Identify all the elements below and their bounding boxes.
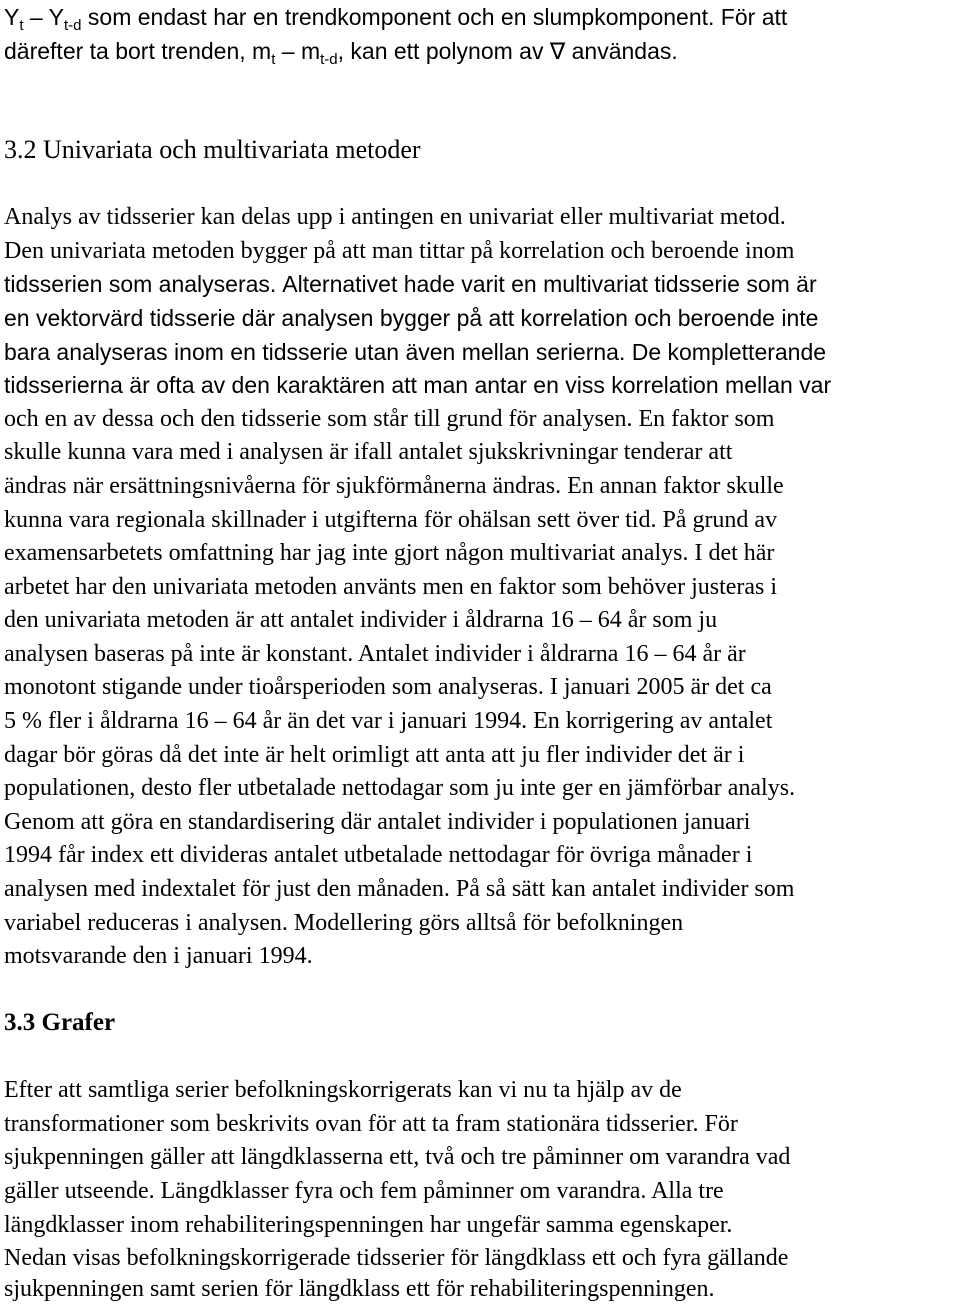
paragraph-line: bara analyseras inom en tidsserie utan även mellan serierna. De kompletterande xyxy=(4,339,827,365)
paragraph-line: dagar bör göras då det inte är helt orimligt att anta att ju fler individer det är i xyxy=(4,742,745,768)
paragraph-line: kunna vara regionala skillnader i utgifterna för ohälsan sett över tid. På grund av xyxy=(4,507,778,533)
dash: – xyxy=(23,4,49,30)
paragraph-line: sjukpenningen samt serien för längdklass ett för rehabiliteringspenningen. xyxy=(4,1276,715,1302)
paragraph-line: transformationer som beskrivits ovan för att ta fram stationära tidsserier. För xyxy=(4,1111,738,1137)
paragraph-line: tidsserierna är ofta av den karaktären att man antar en viss korrelation mellan var xyxy=(4,372,832,398)
paragraph-line: populationen, desto fler utbetalade nettodagar som ju inte ger en jämförbar analys. xyxy=(4,775,796,801)
paragraph-line: en vektorvärd tidsserie där analysen bygger på att korrelation och beroende inte xyxy=(4,305,819,331)
intro-text: – m xyxy=(275,38,321,64)
paragraph-line: Analys av tidsserier kan delas upp i antingen en univariat eller multivariat metod. xyxy=(4,204,786,230)
paragraph-line: analysen baseras på inte är konstant. Antalet individer i åldrarna 16 – 64 år är xyxy=(4,641,746,667)
paragraph-line: 5 % fler i åldrarna 16 – 64 år än det var i januari 1994. En korrigering av antalet xyxy=(4,708,773,734)
var-y: Y xyxy=(48,4,65,30)
paragraph-line: längdklasser inom rehabiliteringspenningen har ungefär samma egenskaper. xyxy=(4,1212,733,1238)
paragraph-line: monotont stigande under tioårsperioden som analyseras. I januari 2005 är det ca xyxy=(4,674,772,700)
paragraph-line: 1994 får index ett divideras antalet utbetalade nettodagar för övriga månader i xyxy=(4,842,753,868)
section-heading-3-3: 3.3 Grafer xyxy=(4,1009,116,1036)
subscript-t: t xyxy=(19,17,24,34)
intro-text: , kan ett polynom av ∇ användas. xyxy=(337,38,678,64)
paragraph-line: variabel reduceras i analysen. Modellering görs alltså för befolkningen xyxy=(4,910,684,936)
intro-text: därefter ta bort trenden, m xyxy=(4,38,272,64)
intro-line-1 xyxy=(4,0,787,34)
paragraph-line: den univariata metoden är att antalet individer i åldrarna 16 – 64 år som ju xyxy=(4,607,718,633)
intro-line-2 xyxy=(4,34,678,68)
paragraph-line: Den univariata metoden bygger på att man tittar på korrelation och beroende inom xyxy=(4,238,795,264)
subscript-t: t xyxy=(271,51,276,68)
paragraph-line: Efter att samtliga serier befolkningskorrigerats kan vi nu ta hjälp av de xyxy=(4,1077,682,1103)
paragraph-line: gäller utseende. Längdklasser fyra och fem påminner om varandra. Alla tre xyxy=(4,1178,724,1204)
paragraph-line: examensarbetets omfattning har jag inte gjort någon multivariat analys. I det här xyxy=(4,540,775,566)
paragraph-text: Alternativet hade varit en multivariat tidsserie som är xyxy=(282,271,817,297)
subscript-t-d: t-d xyxy=(320,51,338,68)
paragraph-line: ändras när ersättningsnivåerna för sjukförmånerna ändras. En annan faktor skulle xyxy=(4,473,784,499)
paragraph-line: analysen med indextalet för just den månaden. På så sätt kan antalet individer som xyxy=(4,876,795,902)
section-heading-3-2: 3.2 Univariata och multivariata metoder xyxy=(4,135,421,164)
paragraph-line: arbetet har den univariata metoden använts men en faktor som behöver justeras i xyxy=(4,574,778,600)
paragraph-line: skulle kunna vara med i analysen är ifall antalet sjukskrivningar tenderar att xyxy=(4,439,733,465)
subscript-t-d: t-d xyxy=(64,17,82,34)
paragraph-text: tidsserien som analyseras. xyxy=(4,271,277,297)
paragraph-line: och en av dessa och den tidsserie som står till grund för analysen. En faktor som xyxy=(4,406,775,432)
var-y: Y xyxy=(4,4,20,30)
intro-text: som endast har en trendkomponent och en slumpkomponent. För att xyxy=(81,4,788,30)
paragraph-line: motsvarande den i januari 1994. xyxy=(4,943,313,969)
paragraph-line xyxy=(4,267,817,302)
paragraph-line: Nedan visas befolkningskorrigerade tidsserier för längdklass ett och fyra gällande xyxy=(4,1245,789,1271)
paragraph-line: Genom att göra en standardisering där antalet individer i populationen januari xyxy=(4,809,751,835)
paragraph-line: sjukpenningen gäller att längdklasserna ett, två och tre påminner om varandra vad xyxy=(4,1144,791,1170)
